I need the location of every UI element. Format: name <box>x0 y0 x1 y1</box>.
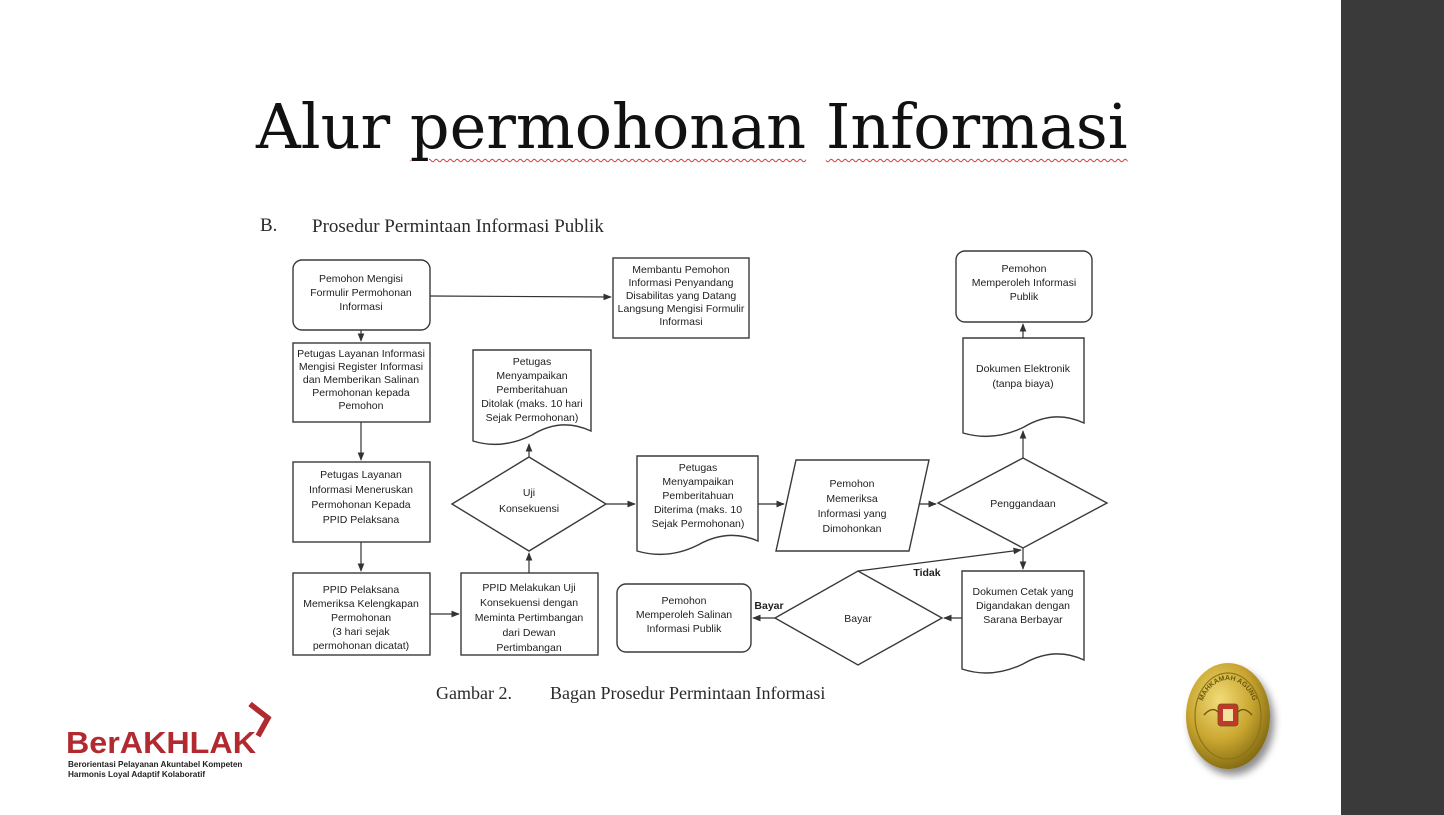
node-label-n10-line-2: Memeriksa <box>826 493 878 505</box>
node-label-n4-line-3: Permohonan <box>330 612 392 624</box>
edge-label-tidak: Tidak <box>913 567 941 579</box>
node-label-n7-line-1: Petugas <box>512 356 552 368</box>
node-label-n4-line-2: Memeriksa Kelengkapan <box>303 598 419 610</box>
node-label-n2-line-4: Permohonan kepada <box>312 387 410 399</box>
node-label-n14-line-1: Dokumen Cetak yang <box>972 586 1074 598</box>
node-label-n5-line-3: Meminta Pertimbangan <box>474 612 584 624</box>
section-letter: B. <box>260 215 278 236</box>
node-label-n16-line-3: Informasi Publik <box>646 623 722 635</box>
node-label-n8-line-5: Informasi <box>659 316 703 328</box>
node-label-n2-line-5: Pemohon <box>338 400 384 412</box>
berakhlak-tagline-1: Berorientasi Pelayanan Akuntabel Kompeten <box>68 760 243 769</box>
berakhlak-wordmark: BerAKHLAK <box>66 725 257 760</box>
node-label-n2-line-2: Mengisi Register Informasi <box>298 361 424 373</box>
side-panel <box>1341 0 1444 815</box>
node-label-n8-line-3: Disabilitas yang Datang <box>625 290 737 302</box>
node-label-n9-line-3: Pemberitahuan <box>662 490 734 502</box>
node-label-n9-line-4: Diterima (maks. 10 <box>653 504 743 516</box>
title-word-permohonan: permohonan <box>409 90 807 163</box>
node-label-n8-line-1: Membantu Pemohon <box>632 264 730 276</box>
slide-title <box>256 90 1128 163</box>
node-label-n5-line-2: Konsekuensi dengan <box>479 597 579 609</box>
node-label-n9-line-1: Petugas <box>678 462 718 474</box>
caption-text: Bagan Prosedur Permintaan Informasi <box>550 683 826 703</box>
node-label-n2-line-1: Petugas Layanan Informasi <box>297 348 425 360</box>
node-label-n14-line-3: Sarana Berbayar <box>983 614 1063 626</box>
node-label-n11-line-1: Penggandaan <box>990 498 1056 510</box>
node-label-n3-line-1: Petugas Layanan <box>320 469 402 481</box>
node-label-n7-line-3: Pemberitahuan <box>496 384 568 396</box>
node-label-n9-line-2: Menyampaikan <box>662 476 734 488</box>
node-label-n5-line-4: dari Dewan <box>502 627 556 639</box>
node-label-n2-line-3: dan Memberikan Salinan <box>302 374 420 386</box>
node-label-n14-line-2: Digandakan dengan <box>976 600 1070 612</box>
node-label-n8-line-4: Langsung Mengisi Formulir <box>617 303 745 315</box>
node-label-n12-line-2: (tanpa biaya) <box>992 378 1054 390</box>
node-label-n3-line-3: Permohonan Kepada <box>311 499 411 511</box>
node-label-n10-line-4: Dimohonkan <box>822 523 882 535</box>
node-label-n9-line-5: Sejak Permohonan) <box>651 518 745 530</box>
seal-emblem-shield-inner <box>1223 709 1233 721</box>
node-label-n16-line-2: Memperoleh Salinan <box>635 609 733 621</box>
node-label-n4-line-5: permohonan dicatat) <box>312 640 410 652</box>
node-label-n13-line-1: Pemohon <box>1001 263 1047 275</box>
title-word-alur: Alur <box>256 90 391 163</box>
title-word-informasi: Informasi <box>825 90 1128 163</box>
mahkamah-agung-seal <box>1182 660 1282 780</box>
node-label-n1-line-1: Pemohon Mengisi <box>318 273 404 285</box>
node-label-n16-line-1: Pemohon <box>661 595 707 607</box>
node-label-n6-line-2: Konsekuensi <box>498 503 560 515</box>
node-label-n8-line-2: Informasi Penyandang <box>628 277 734 289</box>
flowchart-figure <box>250 205 1130 705</box>
berakhlak-tagline-2: Harmonis Loyal Adaptif Kolaboratif <box>68 770 206 779</box>
node-label-n6-line-1: Uji <box>522 487 536 499</box>
edge-formulir-to-disabilitas <box>430 296 611 297</box>
node-label-n3-line-2: Informasi Meneruskan <box>309 484 413 496</box>
node-label-n10-line-3: Informasi yang <box>817 508 887 520</box>
node-label-n13-line-3: Publik <box>1009 291 1039 303</box>
node-label-n4-line-4: (3 hari sejak <box>332 626 390 638</box>
node-label-n7-line-5: Sejak Permohonan) <box>485 412 579 424</box>
berakhlak-logo <box>62 700 272 790</box>
section-heading: Prosedur Permintaan Informasi Publik <box>312 216 604 237</box>
node-pemohon-memeriksa <box>776 460 929 551</box>
edge-label-bayar: Bayar <box>754 600 784 612</box>
node-label-n15-line-1: Bayar <box>844 613 872 625</box>
node-label-n4-line-1: PPID Pelaksana <box>322 584 400 596</box>
node-label-n13-line-2: Memperoleh Informasi <box>971 277 1077 289</box>
node-label-n3-line-4: PPID Pelaksana <box>322 514 400 526</box>
node-label-n7-line-4: Ditolak (maks. 10 hari <box>481 398 583 410</box>
node-label-n12-line-1: Dokumen Elektronik <box>976 363 1070 375</box>
node-label-n5-line-1: PPID Melakukan Uji <box>482 582 576 594</box>
node-label-n5-line-5: Pertimbangan <box>496 642 562 654</box>
node-label-n10-line-1: Pemohon <box>829 478 875 490</box>
seal-ring-text: MAHKAMAH AGUNG <box>1198 674 1258 702</box>
node-label-n7-line-2: Menyampaikan <box>496 370 568 382</box>
node-label-n1-line-3: Informasi <box>339 301 383 313</box>
caption-number: Gambar 2. <box>436 683 512 703</box>
node-label-n1-line-2: Formulir Permohonan <box>310 287 412 299</box>
